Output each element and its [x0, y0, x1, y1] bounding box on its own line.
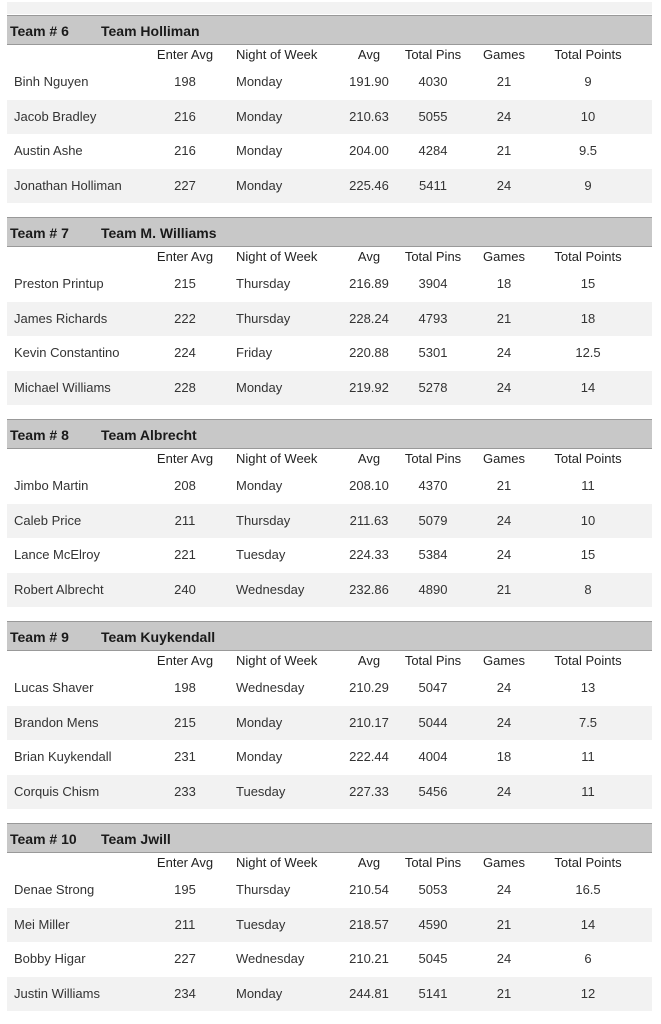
team-table	[7, 419, 652, 607]
cell-games: 24	[496, 547, 512, 562]
player-name: Kevin Constantino	[14, 345, 120, 360]
cell-total-points: 11	[581, 478, 595, 493]
cell-avg: 208.10	[349, 478, 389, 493]
table-row	[7, 775, 652, 810]
team-number: Team # 9	[10, 629, 69, 645]
cell-total-points: 10	[580, 108, 596, 124]
column-header-avg: Avg	[357, 249, 381, 264]
cell-avg: 191.90	[349, 74, 389, 89]
cell-avg: 218.57	[349, 916, 389, 932]
column-header-enter-avg: Enter Avg	[156, 249, 214, 264]
cell-avg: 224.33	[349, 547, 389, 562]
cell-enter-avg: 234	[174, 985, 196, 1001]
cell-enter-avg: 227	[174, 177, 196, 193]
table-row	[7, 573, 652, 608]
column-header-enter-avg: Enter Avg	[156, 855, 214, 870]
cell-avg: 227.33	[349, 783, 389, 799]
cell-night: Thursday	[236, 276, 291, 291]
player-name: Caleb Price	[14, 512, 82, 528]
team-name: Team Jwill	[101, 831, 171, 847]
cell-night: Thursday	[236, 512, 291, 528]
cell-avg: 210.54	[349, 882, 389, 897]
table-row	[7, 336, 652, 371]
cell-total-pins: 4030	[418, 74, 448, 89]
cell-enter-avg: 231	[174, 749, 196, 764]
cell-total-pins: 5053	[418, 882, 448, 897]
column-header-total-points: Total Points	[554, 249, 622, 264]
cell-total-points: 18	[580, 310, 596, 326]
column-header-total-points: Total Points	[554, 47, 622, 62]
cell-games: 24	[496, 177, 512, 193]
column-header-total-pins: Total Pins	[404, 855, 462, 870]
cell-night: Wednesday	[236, 680, 305, 695]
column-header-enter-avg: Enter Avg	[156, 451, 214, 466]
table-row	[7, 942, 652, 977]
table-row	[7, 977, 652, 1012]
player-name: Michael Williams	[14, 379, 111, 395]
cell-total-pins: 5141	[418, 985, 448, 1001]
column-header-enter-avg: Enter Avg	[156, 653, 214, 668]
cell-total-pins: 5456	[418, 783, 448, 799]
cell-games: 24	[496, 951, 512, 966]
cell-total-pins: 5079	[418, 512, 448, 528]
player-name: Justin Williams	[14, 985, 100, 1001]
cell-total-points: 15	[580, 276, 596, 291]
table-row	[7, 671, 652, 706]
cell-total-pins: 5411	[419, 177, 447, 193]
cell-total-pins: 4793	[418, 310, 448, 326]
column-header-night: Night of Week	[236, 47, 318, 62]
cell-night: Monday	[236, 74, 283, 89]
cell-enter-avg: 195	[174, 882, 196, 897]
column-header-total-pins: Total Pins	[404, 47, 462, 62]
column-header-avg: Avg	[357, 653, 381, 668]
column-header-total-points: Total Points	[554, 855, 622, 870]
column-header-total-pins: Total Pins	[404, 249, 462, 264]
column-header-avg: Avg	[357, 855, 381, 870]
column-header-night: Night of Week	[236, 249, 318, 264]
player-name: Bobby Higar	[14, 951, 86, 966]
table-row	[7, 302, 652, 337]
cell-total-points: 14	[580, 379, 596, 395]
cell-total-pins: 4590	[418, 916, 448, 932]
player-name: Corquis Chism	[14, 783, 100, 799]
cell-total-points: 12.5	[575, 345, 601, 360]
player-name: Jonathan Holliman	[14, 177, 122, 193]
column-header-games: Games	[483, 249, 525, 264]
cell-night: Monday	[236, 478, 283, 493]
cell-total-pins: 5055	[418, 108, 448, 124]
cell-avg: 210.17	[349, 714, 389, 730]
column-header-enter-avg: Enter Avg	[156, 47, 214, 62]
cell-night: Thursday	[236, 882, 291, 897]
cell-night: Thursday	[236, 310, 291, 326]
table-row	[7, 371, 652, 406]
column-header-games: Games	[483, 451, 525, 466]
cell-enter-avg: 228	[174, 379, 196, 395]
column-header-avg: Avg	[357, 47, 381, 62]
cell-night: Tuesday	[236, 916, 286, 932]
team-header	[7, 15, 652, 45]
cell-games: 24	[496, 108, 512, 124]
cell-avg: 222.44	[349, 749, 389, 764]
table-row	[7, 908, 652, 943]
player-name: Lance McElroy	[14, 547, 100, 562]
cell-total-points: 14	[580, 916, 596, 932]
cell-games: 18	[496, 749, 512, 764]
team-number: Team # 10	[10, 831, 77, 847]
team-number: Team # 6	[10, 23, 69, 39]
cell-total-points: 9	[584, 177, 592, 193]
cell-enter-avg: 221	[174, 547, 196, 562]
cell-games: 24	[496, 345, 512, 360]
cell-night: Wednesday	[236, 581, 305, 597]
cell-enter-avg: 208	[174, 478, 196, 493]
cell-total-points: 10	[580, 512, 596, 528]
team-name: Team Albrecht	[101, 427, 197, 443]
player-name: Jacob Bradley	[14, 108, 97, 124]
cell-enter-avg: 240	[174, 581, 196, 597]
cell-total-points: 13	[580, 680, 596, 695]
cell-total-pins: 5045	[418, 951, 448, 966]
cell-night: Monday	[236, 108, 283, 124]
cell-games: 18	[496, 276, 512, 291]
top-strip	[7, 2, 652, 14]
player-name: Brandon Mens	[14, 714, 99, 730]
cell-total-pins: 4284	[418, 143, 448, 158]
team-number: Team # 7	[10, 225, 69, 241]
player-name: Preston Printup	[14, 276, 104, 291]
player-name: Jimbo Martin	[14, 478, 89, 493]
cell-games: 24	[496, 882, 512, 897]
cell-total-points: 8	[584, 581, 592, 597]
column-header-total-pins: Total Pins	[404, 653, 462, 668]
player-name: Brian Kuykendall	[14, 749, 112, 764]
player-name: Lucas Shaver	[14, 680, 94, 695]
cell-total-points: 11	[581, 749, 595, 764]
column-header-total-points: Total Points	[554, 451, 622, 466]
cell-games: 24	[496, 680, 512, 695]
cell-enter-avg: 216	[174, 108, 196, 124]
cell-games: 24	[496, 783, 512, 799]
cell-enter-avg: 198	[174, 680, 196, 695]
cell-night: Tuesday	[236, 547, 286, 562]
cell-enter-avg: 215	[174, 276, 196, 291]
player-name: Robert Albrecht	[14, 581, 104, 597]
column-header-games: Games	[483, 47, 525, 62]
column-header-night: Night of Week	[236, 451, 318, 466]
player-name: Binh Nguyen	[14, 74, 89, 89]
table-row	[7, 65, 652, 100]
cell-total-points: 16.5	[575, 882, 601, 897]
cell-avg: 244.81	[349, 985, 389, 1001]
cell-avg: 216.89	[349, 276, 389, 291]
cell-total-points: 6	[584, 951, 592, 966]
column-header-row	[7, 651, 652, 671]
cell-night: Monday	[236, 714, 283, 730]
cell-night: Monday	[236, 379, 283, 395]
cell-total-pins: 5301	[418, 345, 448, 360]
cell-night: Monday	[236, 143, 283, 158]
player-name: Mei Miller	[14, 916, 70, 932]
cell-total-points: 9	[584, 74, 592, 89]
cell-avg: 210.29	[349, 680, 389, 695]
team-header	[7, 217, 652, 247]
cell-total-pins: 5384	[418, 547, 448, 562]
cell-games: 24	[496, 379, 512, 395]
table-row	[7, 100, 652, 135]
cell-night: Monday	[236, 985, 283, 1001]
cell-enter-avg: 227	[174, 951, 196, 966]
team-header	[7, 621, 652, 651]
team-number: Team # 8	[10, 427, 69, 443]
cell-total-pins: 5047	[418, 680, 448, 695]
cell-enter-avg: 211	[174, 916, 196, 932]
cell-avg: 225.46	[349, 177, 389, 193]
table-row	[7, 538, 652, 573]
table-row	[7, 134, 652, 169]
table-row	[7, 706, 652, 741]
column-header-row	[7, 45, 652, 65]
cell-total-pins: 3904	[418, 276, 448, 291]
cell-games: 21	[496, 916, 512, 932]
column-header-total-pins: Total Pins	[404, 451, 462, 466]
player-name: James Richards	[14, 310, 108, 326]
team-table	[7, 217, 652, 405]
cell-enter-avg: 224	[174, 345, 196, 360]
column-header-row	[7, 247, 652, 267]
cell-enter-avg: 211	[174, 512, 196, 528]
table-row	[7, 740, 652, 775]
player-name: Denae Strong	[14, 882, 95, 897]
cell-enter-avg: 233	[174, 783, 196, 799]
cell-games: 21	[496, 310, 512, 326]
cell-night: Tuesday	[236, 783, 286, 799]
cell-avg: 219.92	[349, 379, 389, 395]
cell-total-points: 15	[580, 547, 596, 562]
table-row	[7, 469, 652, 504]
cell-night: Monday	[236, 177, 283, 193]
cell-total-pins: 4370	[418, 478, 448, 493]
cell-games: 21	[496, 478, 512, 493]
team-table	[7, 823, 652, 1011]
cell-games: 24	[496, 714, 512, 730]
column-header-avg: Avg	[357, 451, 381, 466]
cell-total-pins: 5278	[418, 379, 448, 395]
cell-enter-avg: 215	[174, 714, 196, 730]
table-row	[7, 873, 652, 908]
cell-night: Friday	[236, 345, 273, 360]
column-header-games: Games	[483, 653, 525, 668]
cell-total-points: 7.5	[578, 714, 598, 730]
cell-games: 21	[496, 74, 512, 89]
cell-enter-avg: 216	[174, 143, 196, 158]
cell-enter-avg: 198	[174, 74, 196, 89]
column-header-night: Night of Week	[236, 653, 318, 668]
column-header-total-points: Total Points	[554, 653, 622, 668]
cell-avg: 211.63	[349, 512, 389, 528]
table-row	[7, 267, 652, 302]
cell-total-pins: 4004	[418, 749, 448, 764]
cell-avg: 220.88	[349, 345, 389, 360]
cell-total-pins: 5044	[418, 714, 448, 730]
cell-total-points: 11	[581, 783, 595, 799]
player-name: Austin Ashe	[14, 143, 83, 158]
cell-avg: 204.00	[349, 143, 389, 158]
column-header-row	[7, 449, 652, 469]
column-header-row	[7, 853, 652, 873]
team-name: Team Holliman	[101, 23, 200, 39]
team-table	[7, 15, 652, 203]
cell-avg: 228.24	[349, 310, 389, 326]
cell-night: Monday	[236, 749, 283, 764]
column-header-night: Night of Week	[236, 855, 318, 870]
cell-games: 24	[496, 512, 512, 528]
team-name: Team Kuykendall	[101, 629, 216, 645]
cell-total-points: 12	[580, 985, 596, 1001]
table-row	[7, 504, 652, 539]
cell-avg: 232.86	[349, 581, 389, 597]
team-name: Team M. Williams	[101, 225, 217, 241]
team-header	[7, 823, 652, 853]
cell-total-points: 9.5	[578, 143, 598, 158]
cell-night: Wednesday	[236, 951, 305, 966]
cell-games: 21	[496, 143, 512, 158]
cell-games: 21	[496, 985, 512, 1001]
cell-enter-avg: 222	[174, 310, 196, 326]
cell-avg: 210.63	[349, 108, 389, 124]
cell-total-pins: 4890	[418, 581, 448, 597]
cell-avg: 210.21	[349, 951, 389, 966]
cell-games: 21	[496, 581, 512, 597]
team-header	[7, 419, 652, 449]
column-header-games: Games	[483, 855, 525, 870]
team-table	[7, 621, 652, 809]
table-row	[7, 169, 652, 204]
